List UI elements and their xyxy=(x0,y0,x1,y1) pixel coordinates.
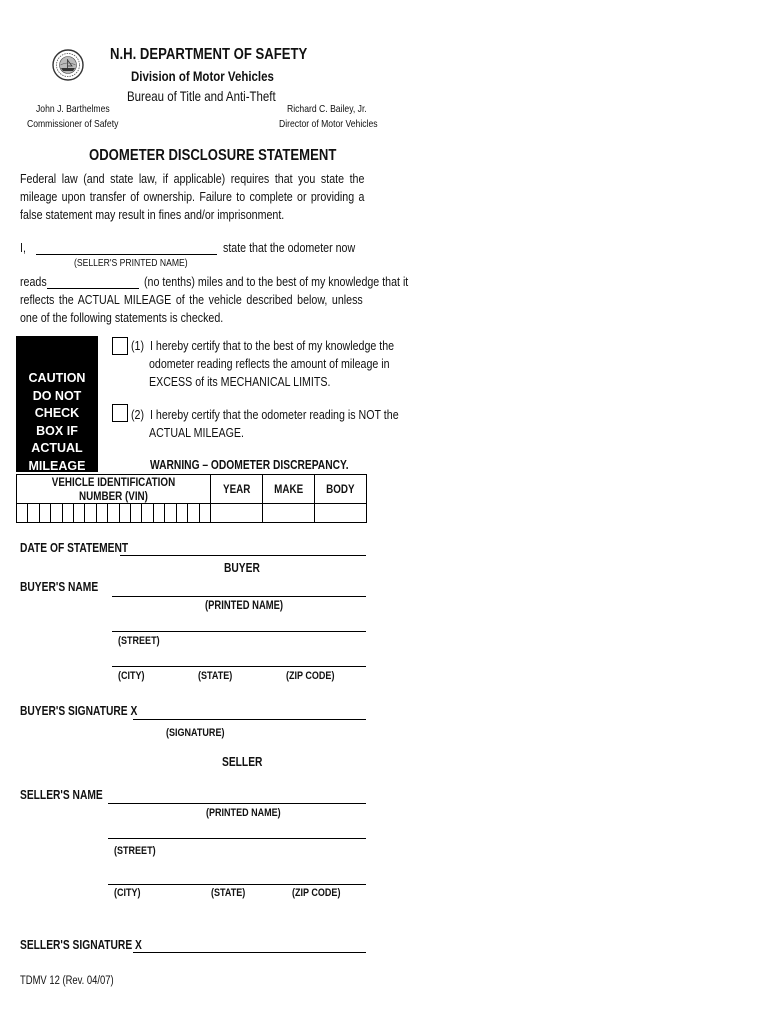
statement-continuation: reflects the ACTUAL MILEAGE of the vehicle described below, unless one of the following statements is checked. xyxy=(20,292,363,325)
certification-2-checkbox[interactable] xyxy=(112,404,128,422)
seller-signature-line[interactable] xyxy=(133,952,366,953)
vin-char-cell[interactable] xyxy=(177,504,188,522)
vin-char-cell[interactable] xyxy=(85,504,96,522)
vin-char-cell[interactable] xyxy=(63,504,74,522)
caution-box xyxy=(16,336,98,472)
seller-street-line[interactable] xyxy=(108,838,366,839)
vin-char-cell[interactable] xyxy=(154,504,165,522)
vin-header: VEHICLE IDENTIFICATION NUMBER (VIN) xyxy=(17,475,211,504)
seller-zip-caption: (ZIP CODE) xyxy=(292,887,341,899)
vin-entry xyxy=(17,504,211,523)
date-of-statement-label: DATE OF STATEMENT xyxy=(20,541,129,555)
division-title: Division of Motor Vehicles xyxy=(131,68,274,84)
vin-char-cell[interactable] xyxy=(165,504,176,522)
vin-char-cell[interactable] xyxy=(51,504,62,522)
buyer-signature-line[interactable] xyxy=(133,719,366,720)
buyer-street-caption: (STREET) xyxy=(118,635,160,647)
director-title: Director of Motor Vehicles xyxy=(279,118,378,130)
commissioner-title: Commissioner of Safety xyxy=(27,118,119,130)
seller-city-line[interactable] xyxy=(108,884,366,885)
vehicle-table-header-row xyxy=(17,475,367,504)
vin-char-cell[interactable] xyxy=(188,504,199,522)
vin-char-cell[interactable] xyxy=(17,504,28,522)
seller-signature-label: SELLER'S SIGNATURE X xyxy=(20,938,142,952)
vehicle-table xyxy=(16,474,367,523)
caution-line-4: MILEAGE xyxy=(28,458,86,473)
vin-char-cell[interactable] xyxy=(120,504,131,522)
form-title: ODOMETER DISCLOSURE STATEMENT xyxy=(89,147,337,164)
statement-i: I, xyxy=(20,240,26,255)
seller-name-label: SELLER'S NAME xyxy=(20,788,103,802)
certification-1-checkbox[interactable] xyxy=(112,337,128,355)
mileage-line[interactable] xyxy=(47,288,139,289)
vin-char-cell[interactable] xyxy=(74,504,85,522)
commissioner-name: John J. Barthelmes xyxy=(36,103,110,115)
certification-2-text: (2) I hereby certify that the odometer reading is NOT the ACTUAL MILEAGE. xyxy=(131,407,399,440)
vehicle-table-entry-row xyxy=(17,504,367,523)
make-header: MAKE xyxy=(263,475,315,504)
director-name: Richard C. Bailey, Jr. xyxy=(287,103,367,115)
bureau-title: Bureau of Title and Anti-Theft xyxy=(127,88,276,104)
seller-printed-name-caption: (PRINTED NAME) xyxy=(206,807,281,819)
make-entry[interactable] xyxy=(263,504,315,523)
buyer-name-label: BUYER'S NAME xyxy=(20,580,99,594)
buyer-zip-caption: (ZIP CODE) xyxy=(286,670,335,682)
vin-char-cell[interactable] xyxy=(40,504,51,522)
buyer-signature-caption: (SIGNATURE) xyxy=(166,727,225,739)
vin-char-cell[interactable] xyxy=(200,504,210,522)
seller-heading: SELLER xyxy=(222,755,263,769)
buyer-printed-name-caption: (PRINTED NAME) xyxy=(205,600,284,612)
statement-reads-rest: (no tenths) miles and to the best of my knowledge that it xyxy=(144,274,409,289)
seller-name-line[interactable] xyxy=(108,803,366,804)
warning-text: WARNING – ODOMETER DISCREPANCY. xyxy=(150,458,349,472)
date-of-statement-line[interactable] xyxy=(120,555,366,556)
department-title: N.H. DEPARTMENT OF SAFETY xyxy=(110,46,308,63)
year-header: YEAR xyxy=(211,475,263,504)
seller-printed-name-line[interactable] xyxy=(36,254,217,255)
buyer-city-caption: (CITY) xyxy=(118,670,145,682)
body-header: BODY xyxy=(315,475,367,504)
seller-city-caption: (CITY) xyxy=(114,887,141,899)
seller-printed-name-caption: (SELLER'S PRINTED NAME) xyxy=(74,257,188,269)
year-entry[interactable] xyxy=(211,504,263,523)
body-entry[interactable] xyxy=(315,504,367,523)
vin-char-cell[interactable] xyxy=(142,504,153,522)
buyer-state-caption: (STATE) xyxy=(198,670,233,682)
vin-char-cell[interactable] xyxy=(28,504,39,522)
caution-line-3: BOX IF ACTUAL xyxy=(31,423,83,455)
buyer-name-line[interactable] xyxy=(112,596,366,597)
vin-char-cell[interactable] xyxy=(131,504,142,522)
seller-state-caption: (STATE) xyxy=(211,887,246,899)
vin-char-cell[interactable] xyxy=(108,504,119,522)
state-seal-icon xyxy=(52,40,84,95)
vin-char-cell[interactable] xyxy=(97,504,108,522)
buyer-city-line[interactable] xyxy=(112,666,366,667)
buyer-heading: BUYER xyxy=(224,561,260,575)
buyer-signature-label: BUYER'S SIGNATURE X xyxy=(20,704,138,718)
statement-reads: reads xyxy=(20,274,47,289)
certification-1-text: (1) I hereby certify that to the best of my knowledge the odometer reading reflects the amount of mileage in EXCESS of its MECHANICAL LIMITS. xyxy=(131,338,395,389)
statement-state-text: state that the odometer now xyxy=(223,240,356,255)
caution-line-2: DO NOT CHECK xyxy=(32,388,82,420)
buyer-street-line[interactable] xyxy=(112,631,366,632)
intro-paragraph: Federal law (and state law, if applicable) requires that you state the mileage upon transfer of ownership. Failure to complete or providing a false statement may result in fines and/or imprisonment. xyxy=(20,171,365,222)
form-number: TDMV 12 (Rev. 04/07) xyxy=(20,975,114,987)
caution-line-1: CAUTION xyxy=(28,371,86,385)
seller-street-caption: (STREET) xyxy=(114,845,156,857)
